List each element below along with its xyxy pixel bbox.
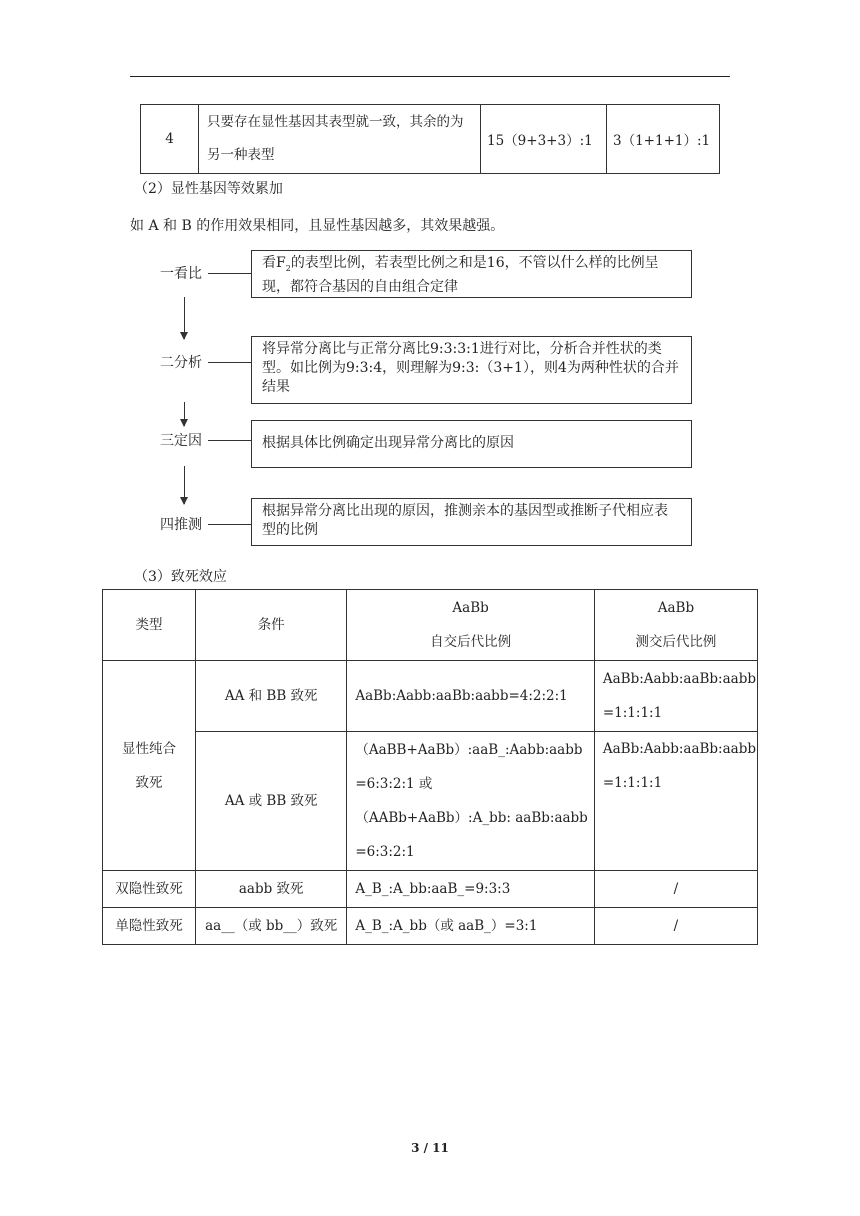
row2-self-line2: =6:3:2:1 或 <box>355 776 433 792</box>
row4-type: 单隐性致死 <box>103 908 196 945</box>
table-row <box>103 908 758 945</box>
step-text: 的表型比例，若表型比例之和是16，不管以什么样的比例呈现，都符合基因的自由组合定律 <box>262 255 659 295</box>
row-condition: 只要存在显性基因其表型就一致，其余的为另一种表型 <box>199 105 481 174</box>
header-test-line2: 测交后代比例 <box>635 634 717 650</box>
row2-test <box>594 732 757 871</box>
header-type: 类型 <box>103 590 196 661</box>
row3-test: / <box>594 871 757 908</box>
table-header-row <box>103 590 758 661</box>
header-self-line2: 自交后代比例 <box>430 634 512 650</box>
step-text-subscript: 2 <box>285 263 291 273</box>
step-label-analyze: 二分析 <box>160 355 202 371</box>
step-box-analyze: 将异常分离比与正常分离比9:3:3:1进行对比，分析合并性状的类型。如比例为9:3:4，则理解为9:3:（3+1），则4为两种性状的合并结果 <box>251 336 692 404</box>
header-condition: 条件 <box>196 590 347 661</box>
section-heading-2: （2）显性基因等效累加 <box>134 181 283 197</box>
row3-type: 双隐性致死 <box>103 871 196 908</box>
table-row <box>103 732 758 871</box>
row2-self <box>347 732 595 871</box>
row-test-ratio: 3（1+1+1）:1 <box>607 105 720 174</box>
row2-test-line1: AaBb:Aabb:aaBb:aabb <box>602 741 756 757</box>
header-test-line1: AaBb <box>657 600 695 616</box>
row2-test-line2: =1:1:1:1 <box>602 775 663 791</box>
step-connector <box>208 524 251 525</box>
step-box-look <box>251 250 692 298</box>
row4-test: / <box>594 908 757 945</box>
row-self-ratio: 15（9+3+3）:1 <box>481 105 607 174</box>
section-2-text: 如 A 和 B 的作用效果相同，且显性基因越多，其效果越强。 <box>130 218 505 234</box>
step-connector <box>208 273 251 274</box>
step-box-infer: 根据异常分离比出现的原因，推测亲本的基因型或推断子代相应表型的比例 <box>251 498 692 546</box>
row3-self: A_B_:A_bb:aaB_=9:3:3 <box>347 871 595 908</box>
header-rule <box>130 76 730 77</box>
header-self-cross <box>347 590 595 661</box>
row-number: 4 <box>141 105 199 174</box>
table-row <box>103 661 758 732</box>
row1-self: AaBb:Aabb:aaBb:aabb=4:2:2:1 <box>347 661 595 732</box>
continuation-table <box>140 104 720 174</box>
lethal-effect-table <box>102 589 758 945</box>
row2-self-line4: =6:3:2:1 <box>355 844 415 860</box>
row4-condition: aa__（或 bb__）致死 <box>196 908 347 945</box>
step-label-look: 一看比 <box>160 266 202 282</box>
row4-self: A_B_:A_bb（或 aaB_）=3:1 <box>347 908 595 945</box>
page-number: 3 / 11 <box>411 1141 449 1155</box>
down-arrow-icon <box>184 466 185 504</box>
step-text: 看F <box>262 255 286 271</box>
header-self-line1: AaBb <box>452 600 489 616</box>
step-box-determine: 根据具体比例确定出现异常分离比的原因 <box>251 420 692 468</box>
down-arrow-icon <box>184 297 185 339</box>
step-connector <box>208 362 251 363</box>
row1-condition: AA 和 BB 致死 <box>196 661 347 732</box>
row1-test-line2: =1:1:1:1 <box>602 705 663 721</box>
step-connector <box>208 440 251 441</box>
table-row <box>141 105 720 174</box>
header-test-cross <box>594 590 757 661</box>
row2-self-line3: （AABb+AaBb）:A_bb: aaBb:aabb <box>355 810 588 826</box>
row1-test-line1: AaBb:Aabb:aaBb:aabb <box>602 671 756 687</box>
table-row <box>103 871 758 908</box>
down-arrow-icon <box>184 402 185 426</box>
step-label-infer: 四推测 <box>160 517 202 533</box>
row1-test <box>594 661 757 732</box>
step-label-determine: 三定因 <box>160 433 202 449</box>
section-heading-3: （3）致死效应 <box>134 569 227 585</box>
row2-self-line1: （AaBB+AaBb）:aaB_:Aabb:aabb <box>355 742 583 758</box>
group-dominant-lethal: 显性纯合致死 <box>103 661 196 871</box>
row3-condition: aabb 致死 <box>196 871 347 908</box>
row2-condition: AA 或 BB 致死 <box>196 732 347 871</box>
